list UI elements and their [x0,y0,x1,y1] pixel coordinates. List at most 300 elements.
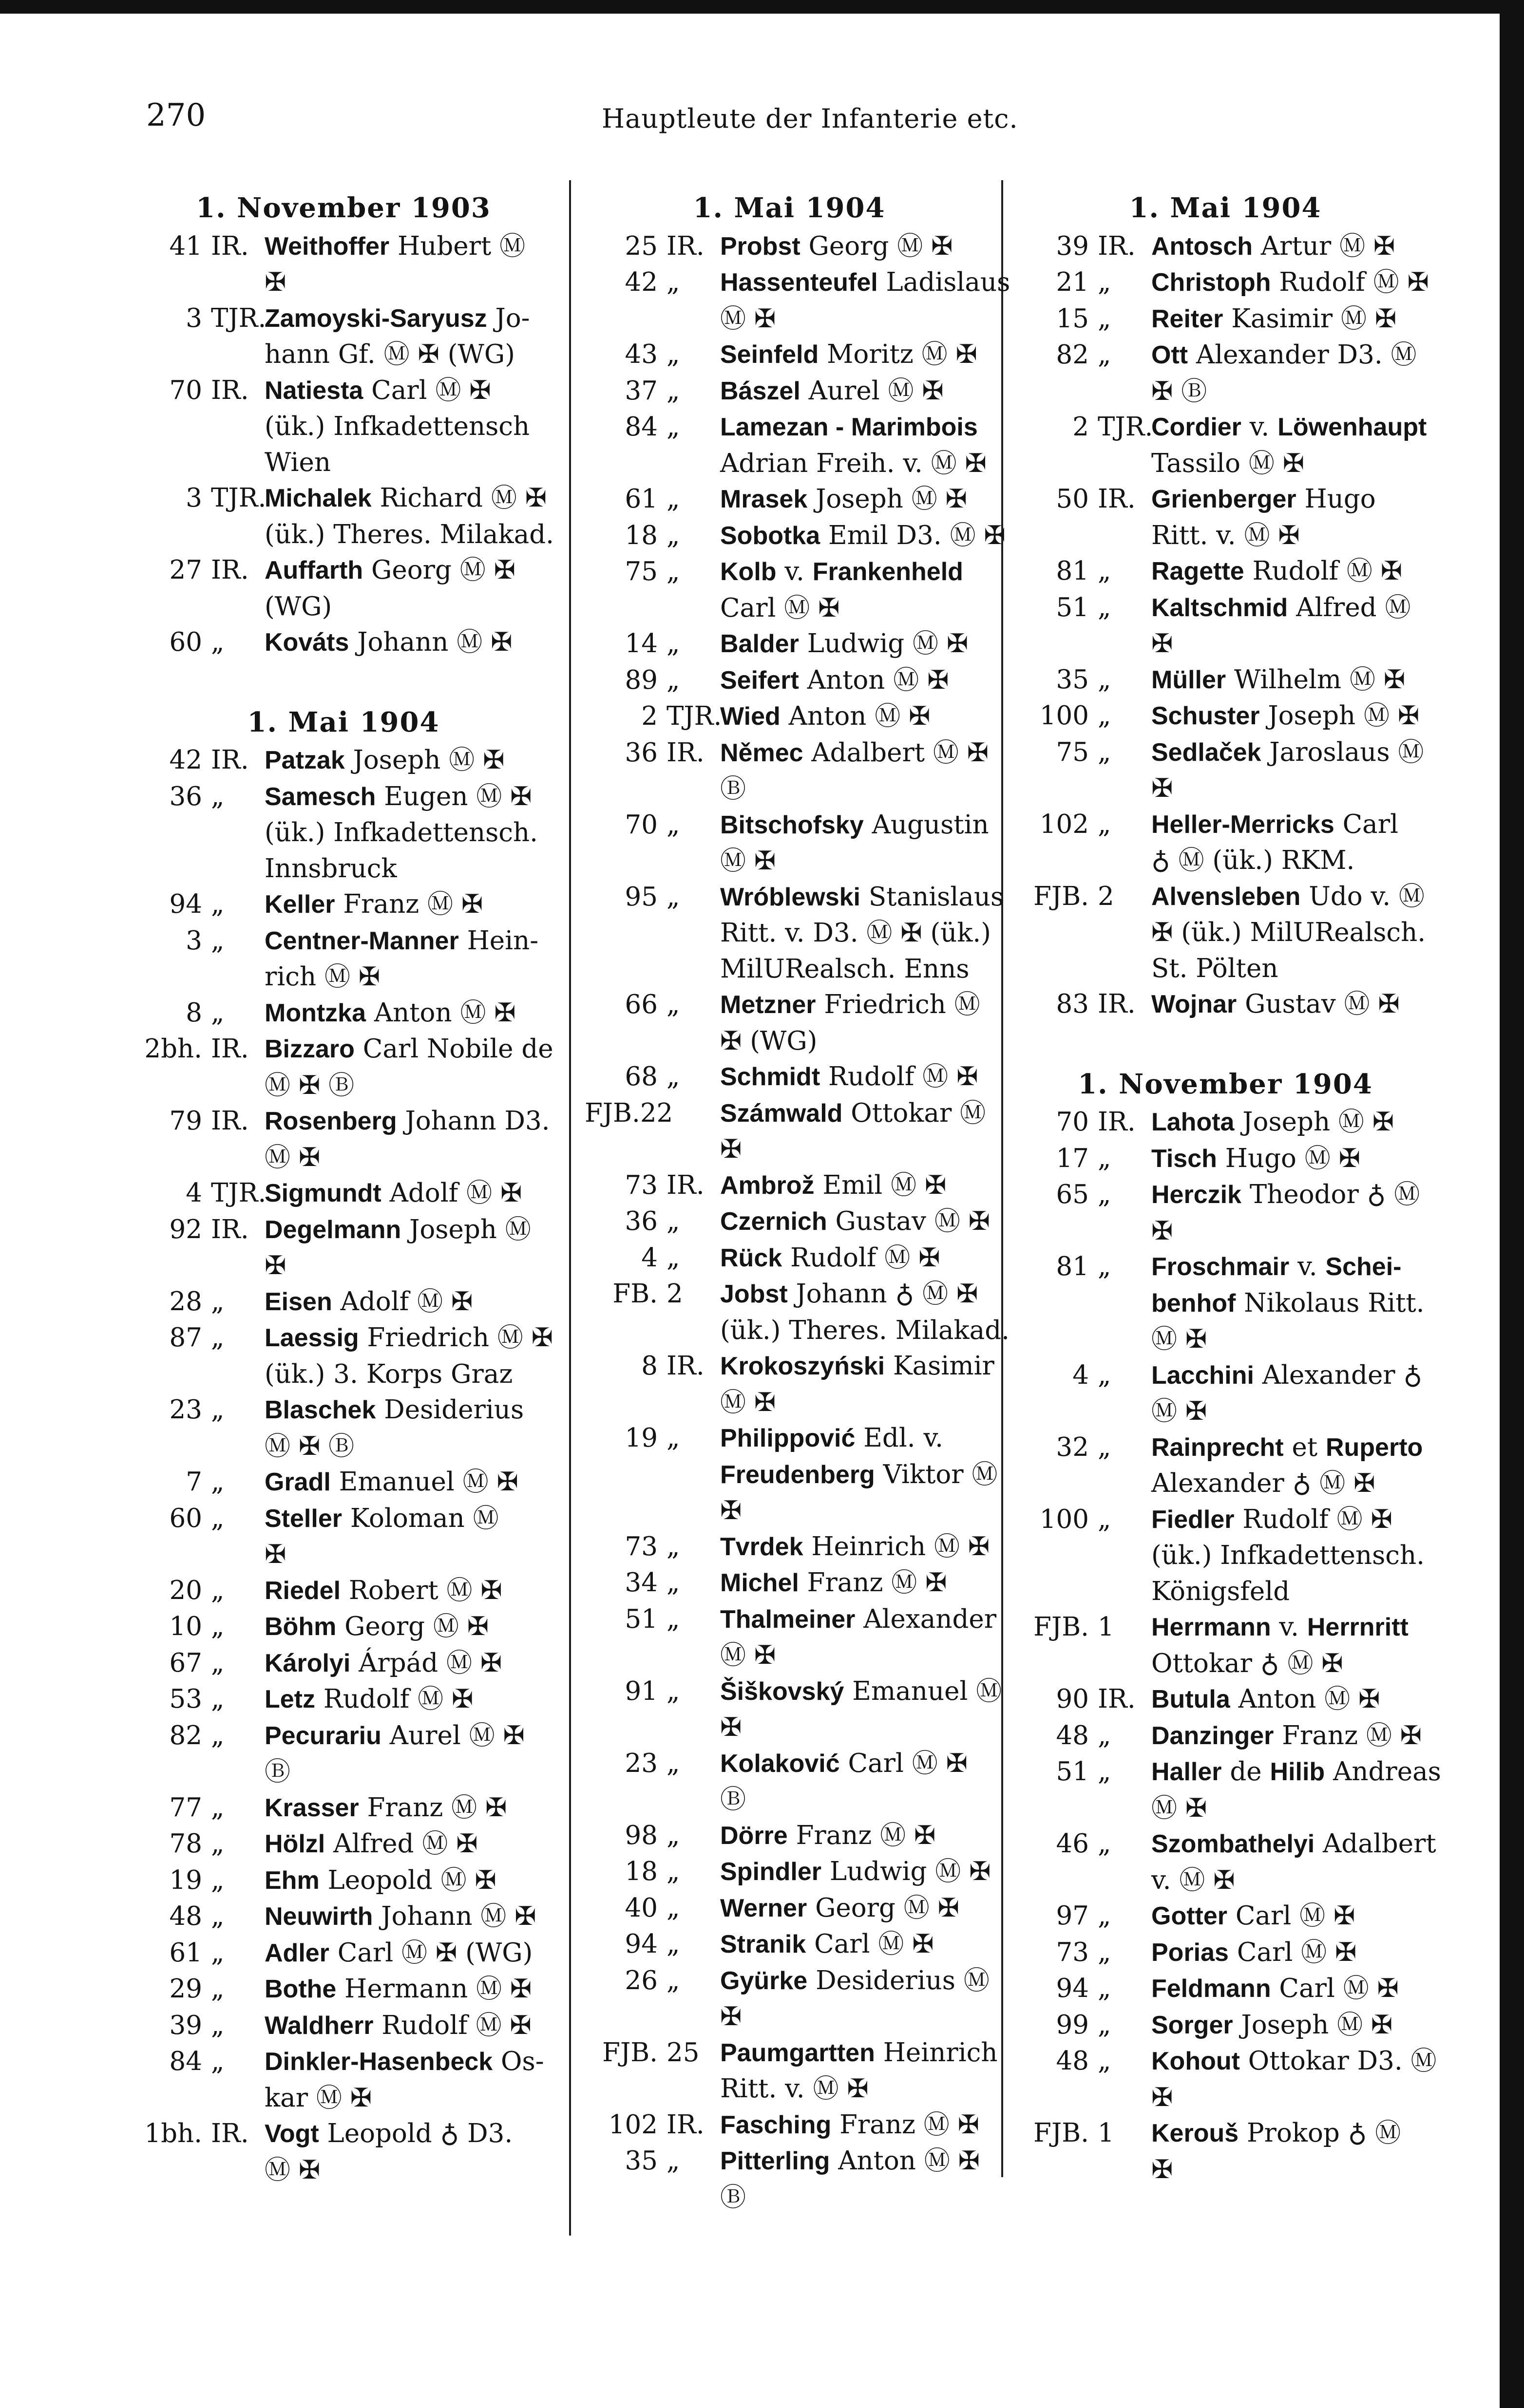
entry-regiment: „ [667,520,680,550]
surname: Haller [1151,1758,1222,1786]
entry-line: ✠ [1151,2082,1173,2112]
surname: Bitschofsky [720,810,864,839]
roster-entry [585,626,994,662]
entry-line: Spindler Ludwig Ⓜ ✠ [720,1857,991,1886]
entry-number: 99 [1056,2010,1089,2040]
entry-text [720,1818,994,1854]
entry-line: ✠ [720,1134,742,1164]
entry-number: 26 [625,1965,658,1995]
roster-entry [1016,301,1435,338]
surname: Michalek [265,484,372,512]
entry-line: MilURealsch. Enns [720,954,970,984]
entry-line: Stranik Carl Ⓜ ✠ [720,1929,934,1959]
entry-text [1151,1681,1435,1718]
entry-number: 83 [1056,989,1089,1019]
entry-number: 8 [186,997,202,1028]
roster-entry [585,1204,994,1240]
entry-number: 15 [1056,303,1089,334]
entry-line: Wied Anton Ⓜ ✠ [720,701,931,731]
roster-entry [585,1348,994,1420]
entry-regiment: „ [667,1929,680,1959]
surname: Herrnritt [1307,1613,1409,1641]
roster-entry [1016,590,1435,662]
roster-entry [1016,228,1435,265]
roster-entry [1016,553,1435,590]
entry-text [1151,1104,1435,1141]
surname: Schmidt [720,1063,820,1091]
entry-regiment: „ [667,1531,680,1561]
entry-line: Ⓜ ✠ [720,1387,776,1417]
entry-line: Adler Carl Ⓜ ✠ (WG) [265,1938,533,1968]
entry-regiment: „ [1098,303,1111,334]
surname: Sigmundt [265,1179,381,1207]
entry-text [265,1320,558,1392]
entry-number: 68 [625,1062,658,1091]
entry-regiment: „ [1098,2010,1111,2040]
roster-entry [585,1746,994,1818]
entry-regiment: „ [1098,1180,1111,1209]
entry-text [1151,337,1435,409]
entry-regiment: „ [211,925,225,956]
entry-number: 102 [1039,809,1089,839]
surname: Spindler [720,1858,822,1886]
roster-entry [585,1890,994,1927]
entry-line: Gradl Emanuel Ⓜ ✠ [265,1467,518,1497]
surname: Schei- [1325,1253,1402,1281]
roster-entry [129,1175,558,1212]
entry-line: Rainprecht et Ruperto [1151,1432,1423,1462]
entry-regiment: „ [211,1720,225,1750]
entry-line: (ük.) Infkadettensch [265,412,530,441]
entry-regiment: „ [1098,809,1111,839]
entry-text [720,1926,994,1963]
entry-line: Alexander ♁ Ⓜ ✠ [1151,1468,1375,1498]
surname: Czernich [720,1207,827,1236]
column-1 [129,188,558,2188]
entry-number: 19 [169,1865,202,1895]
entry-text [1151,1826,1436,1898]
entry-number: 41 [169,231,202,261]
surname: Hölzl [265,1830,325,1858]
entry-line: Waldherr Rudolf Ⓜ ✠ [265,2010,532,2040]
entry-number: 37 [625,376,658,406]
surname: Tvrdek [720,1532,803,1561]
entry-number: 19 [625,1423,658,1453]
entry-line: (ük.) Infkadettensch. [1151,1541,1425,1570]
roster-entry [129,1681,558,1718]
roster-entry [585,264,1010,337]
entry-text [1151,481,1435,553]
entry-line: Laessig Friedrich Ⓜ ✠ [265,1323,553,1353]
entry-regiment: „ [211,1792,225,1823]
roster-entry [1016,1104,1435,1141]
surname: Feldmann [1151,1975,1271,2003]
entry-line: Wien [265,447,331,477]
entry-number: 82 [169,1720,202,1750]
entry-line: Auffarth Georg Ⓜ ✠ [265,555,516,585]
entry-regiment: „ [211,1395,225,1425]
entry-number: 4 [186,1178,202,1208]
entry-number: 8 [641,1351,658,1381]
surname: Stranik [720,1930,806,1958]
entry-number: FJB.22 [585,1098,673,1128]
entry-number: 3 [186,483,202,513]
entry-text [265,1935,558,1972]
entry-line: Adrian Freih. v. Ⓜ ✠ [720,448,987,478]
entry-line: Sedlaček Jaroslaus Ⓜ [1151,737,1424,767]
entry-number: 35 [625,2146,658,2176]
surname: Fasching [720,2110,832,2139]
entry-text [1151,264,1435,301]
entry-line: Kerouš Prokop ♁ Ⓜ [1151,2118,1401,2148]
entry-line: Pecurariu Aurel Ⓜ ✠ [265,1720,525,1750]
entry-text [265,1862,558,1899]
surname: Probst [720,232,800,261]
entry-line: Michalek Richard Ⓜ ✠ [265,483,547,513]
roster-entry [129,1464,558,1501]
surname: Hilib [1270,1758,1325,1786]
entry-regiment: 1 [1098,1612,1114,1642]
entry-number: FB. [612,1279,658,1309]
entry-text [265,228,558,301]
entry-line: Müller Wilhelm Ⓜ ✠ [1151,664,1406,695]
entry-number: 42 [169,745,202,775]
roster-entry [129,995,558,1032]
entry-line: Ⓜ ✠ [720,303,776,334]
surname: Kaltschmid [1151,593,1288,622]
entry-regiment: „ [1098,556,1111,586]
surname: Ambrož [720,1171,815,1200]
roster-entry [1016,879,1435,987]
entry-line: Kolb v. Frankenheld [720,557,963,586]
entry-regiment: „ [1098,1143,1111,1173]
entry-number: 79 [169,1106,202,1136]
roster-entry [1016,1177,1435,1249]
entry-text [720,2035,997,2107]
roster-entry [1016,698,1435,734]
entry-regiment: IR. [1098,1107,1136,1137]
entry-text [720,1565,994,1601]
roster-entry [1016,1935,1435,1971]
entry-number: 84 [169,2047,202,2076]
entry-text [265,995,558,1032]
entry-line: Thalmeiner Alexander [720,1604,997,1634]
entry-line: (ük.) 3. Korps Graz [265,1359,513,1389]
entry-line: Ⓜ ✠ [720,846,776,876]
entry-line: Fasching Franz Ⓜ ✠ [720,2109,979,2140]
entry-regiment: „ [211,627,225,657]
entry-number: 21 [1056,267,1089,297]
surname: Szombathelyi [1151,1830,1315,1858]
entry-regiment: IR. [1098,231,1136,261]
roster-entry [129,1284,558,1320]
entry-number: 23 [625,1748,658,1778]
roster-entry [129,1573,558,1609]
entry-text [1151,1357,1435,1430]
roster-entry [585,1565,994,1601]
entry-regiment: IR. [667,1351,705,1381]
entry-regiment: IR. [211,375,249,405]
surname: Kolaković [720,1749,840,1778]
entry-text [720,735,994,807]
entry-number: 70 [625,809,658,840]
entry-line: Reiter Kasimir Ⓜ ✠ [1151,303,1397,334]
entry-number: 48 [169,1901,202,1931]
entry-regiment: „ [1098,340,1111,370]
entry-number: 39 [169,2010,202,2040]
entry-number: 66 [625,990,658,1019]
entry-text [1151,409,1435,481]
entry-line: Ⓜ ✠ [1151,1324,1207,1354]
entry-line: Patzak Joseph Ⓜ ✠ [265,745,505,775]
entry-line: Natiesta Carl Ⓜ ✠ [265,375,491,405]
entry-line: Bitschofsky Augustin [720,809,989,840]
entry-line: Ⓜ ✠ Ⓑ [265,1070,355,1100]
entry-number: 3 [186,925,202,956]
surname: Bizzaro [265,1035,355,1063]
running-head: Hauptleute der Infanterie etc. [602,103,1018,134]
entry-text [720,409,994,481]
entry-text [265,301,558,373]
entry-text [720,518,1006,554]
entry-text [265,1175,558,1212]
entry-regiment: „ [667,2146,680,2176]
entry-text [1151,1502,1435,1610]
roster-entry [585,987,994,1059]
roster-entry [1016,481,1435,553]
entry-line: Königsfeld [1151,1576,1290,1606]
entry-regiment: 1 [1098,2118,1114,2148]
entry-text [265,373,558,481]
entry-line: Balder Ludwig Ⓜ ✠ [720,629,969,658]
entry-line: Lacchini Alexander ♁ [1151,1360,1423,1390]
surname: Ragette [1151,557,1244,585]
roster-entry [585,1095,994,1167]
entry-line: Ⓜ ✠ [265,1142,321,1172]
entry-line: St. Pölten [1151,953,1278,983]
entry-regiment: „ [1098,1829,1111,1859]
entry-regiment: „ [1098,1360,1111,1390]
roster-entry [585,373,994,410]
entry-regiment: „ [1098,1757,1111,1787]
entry-regiment: „ [211,997,225,1028]
roster-entry [585,554,994,626]
entry-line: Ⓑ [720,1785,746,1814]
entry-line: ✠ [720,2002,742,2032]
entry-number: 81 [1056,1252,1089,1281]
entry-line: Böhm Georg Ⓜ ✠ [265,1612,489,1641]
surname: Balder [720,630,799,658]
entry-line: Keller Franz Ⓜ ✠ [265,889,483,919]
entry-line: Fiedler Rudolf Ⓜ ✠ [1151,1504,1392,1534]
entry-regiment: IR. [667,2109,705,2140]
surname: Letz [265,1685,315,1713]
surname: Gyürke [720,1966,808,1995]
surname: Samesch [265,782,376,811]
column-3 [1016,188,1441,2187]
surname: Rainprecht [1151,1433,1284,1462]
entry-line: Gotter Carl Ⓜ ✠ [1151,1901,1355,1931]
entry-text [1151,1754,1441,1826]
entry-line: Számwald Ottokar Ⓜ [720,1098,986,1128]
entry-line: Grienberger Hugo [1151,484,1376,514]
surname: Keller [265,890,335,919]
entry-text [265,1103,558,1175]
entry-text [1151,1898,1435,1935]
entry-number: 14 [625,629,658,658]
entry-line: Sorger Joseph Ⓜ ✠ [1151,2010,1393,2040]
entry-line: ✠ [1151,1216,1173,1246]
roster-entry [129,1609,558,1645]
entry-regiment: „ [1098,1432,1111,1462]
roster-entry [585,1963,994,2035]
entry-text [265,1681,558,1718]
entry-text [265,886,558,923]
entry-text [265,2116,558,2188]
entry-regiment: „ [211,1974,225,2004]
entry-number: 75 [625,557,658,586]
entry-line [720,409,994,446]
surname: Kováts [265,628,349,657]
entry-line: rich Ⓜ ✠ [265,962,381,992]
entry-regiment: „ [667,267,680,297]
entry-text [720,1963,994,2035]
surname: Krokoszyński [720,1352,885,1380]
roster-entry [129,886,558,923]
entry-number: 48 [1056,1720,1089,1750]
entry-line: Němec Adalbert Ⓜ ✠ [720,737,989,768]
entry-text [720,1348,994,1420]
roster-entry [129,552,558,624]
entry-line: benhof Nikolaus Ritt. [1151,1288,1425,1318]
entry-number: 94 [1056,1974,1089,2003]
entry-number: 77 [169,1792,202,1823]
entry-number: 67 [169,1648,202,1678]
surname: Natiesta [265,376,363,405]
entry-text [1151,590,1435,662]
entry-number: 94 [625,1929,658,1959]
entry-regiment: „ [667,882,680,912]
surname: Adler [265,1938,329,1967]
entry-line: Ritt. v. Ⓜ ✠ [1151,520,1300,550]
entry-regiment: „ [667,809,680,840]
roster-entry [1016,1502,1435,1610]
surname: Lahota [1151,1108,1235,1136]
entry-line: ✠ [1151,2154,1173,2184]
entry-number: 34 [625,1568,658,1598]
roster-entry [585,1240,994,1277]
entry-number: 75 [1056,737,1089,767]
surname: Froschmair [1151,1253,1290,1281]
entry-text [720,1529,994,1565]
entry-line: Ritt. v. Ⓜ ✠ [720,2074,869,2104]
surname: Gotter [1151,1902,1227,1930]
entry-line: Czernich Gustav Ⓜ ✠ [720,1206,991,1236]
entry-regiment: 25 [667,2037,700,2068]
entry-line: Centner-Manner Hein- [265,925,539,956]
roster-entry [585,1854,994,1890]
entry-number: 2 [1072,412,1089,442]
entry-regiment: „ [667,484,680,514]
surname: Patzak [265,746,345,774]
entry-line: Samesch Eugen Ⓜ ✠ [265,781,532,811]
entry-regiment: „ [211,1865,225,1895]
entry-line: Schmidt Rudolf Ⓜ ✠ [720,1062,978,1091]
entry-number: 100 [1039,1504,1089,1534]
entry-number: 36 [625,1206,658,1236]
roster-entry [129,1031,558,1103]
surname: Sedlaček [1151,738,1261,767]
entry-number: 40 [625,1893,658,1923]
roster-entry [129,1392,558,1464]
surname: Degelmann [265,1215,401,1244]
entry-text [265,742,558,779]
entry-line: Rosenberg Johann D3. [265,1106,550,1136]
entry-text [720,626,994,662]
surname: Eisen [265,1287,332,1316]
entry-text [1151,1971,1435,2007]
entry-regiment: IR. [1098,989,1136,1019]
roster-entry [129,1826,558,1862]
entry-line: Ragette Rudolf Ⓜ ✠ [1151,556,1403,586]
entry-text [720,987,994,1059]
entry-number: 73 [1056,1937,1089,1967]
surname: Ott [1151,341,1188,369]
entry-number: 39 [1056,231,1089,261]
roster-entry [1016,1249,1435,1357]
entry-number: 87 [169,1323,202,1353]
surname: Wied [720,702,781,731]
roster-entry [1016,1141,1435,1177]
surname: Waldherr [265,2011,374,2040]
entry-number: 46 [1056,1829,1089,1859]
entry-text [265,624,558,661]
surname: Kolb [720,558,777,586]
entry-text [265,480,558,552]
entry-number: 81 [1056,556,1089,586]
entry-regiment: „ [211,889,225,919]
surname: Alvensleben [1151,882,1301,911]
entry-number: 100 [1039,701,1089,731]
surname: Mrasek [720,485,808,513]
entry-regiment: „ [667,1820,680,1850]
entry-regiment: IR. [667,1170,705,1200]
entry-regiment: „ [667,412,680,442]
entry-number: 42 [625,267,658,297]
entry-line: Kováts Johann Ⓜ ✠ [265,627,513,657]
entry-line: Montzka Anton Ⓜ ✠ [265,997,516,1028]
surname: Werner [720,1894,807,1922]
entry-text [720,1276,1010,1348]
roster-entry [585,1420,998,1529]
entry-regiment: „ [211,1503,225,1533]
entry-regiment: TJR. [667,701,722,731]
entry-line: ✠ [265,1251,286,1280]
entry-number: 102 [608,2109,658,2140]
roster-entry [1016,409,1435,481]
entry-number: 51 [625,1604,658,1634]
roster-entry [585,879,1004,987]
entry-regiment: „ [1098,1252,1111,1281]
entry-text [265,1573,558,1609]
entry-text [1151,1141,1435,1177]
surname: Grienberger [1151,485,1296,513]
surname: Paumgartten [720,2038,875,2067]
entry-number: 95 [625,882,658,912]
roster-entry [129,2008,558,2044]
entry-number: 36 [625,737,658,768]
entry-regiment: „ [1098,701,1111,731]
